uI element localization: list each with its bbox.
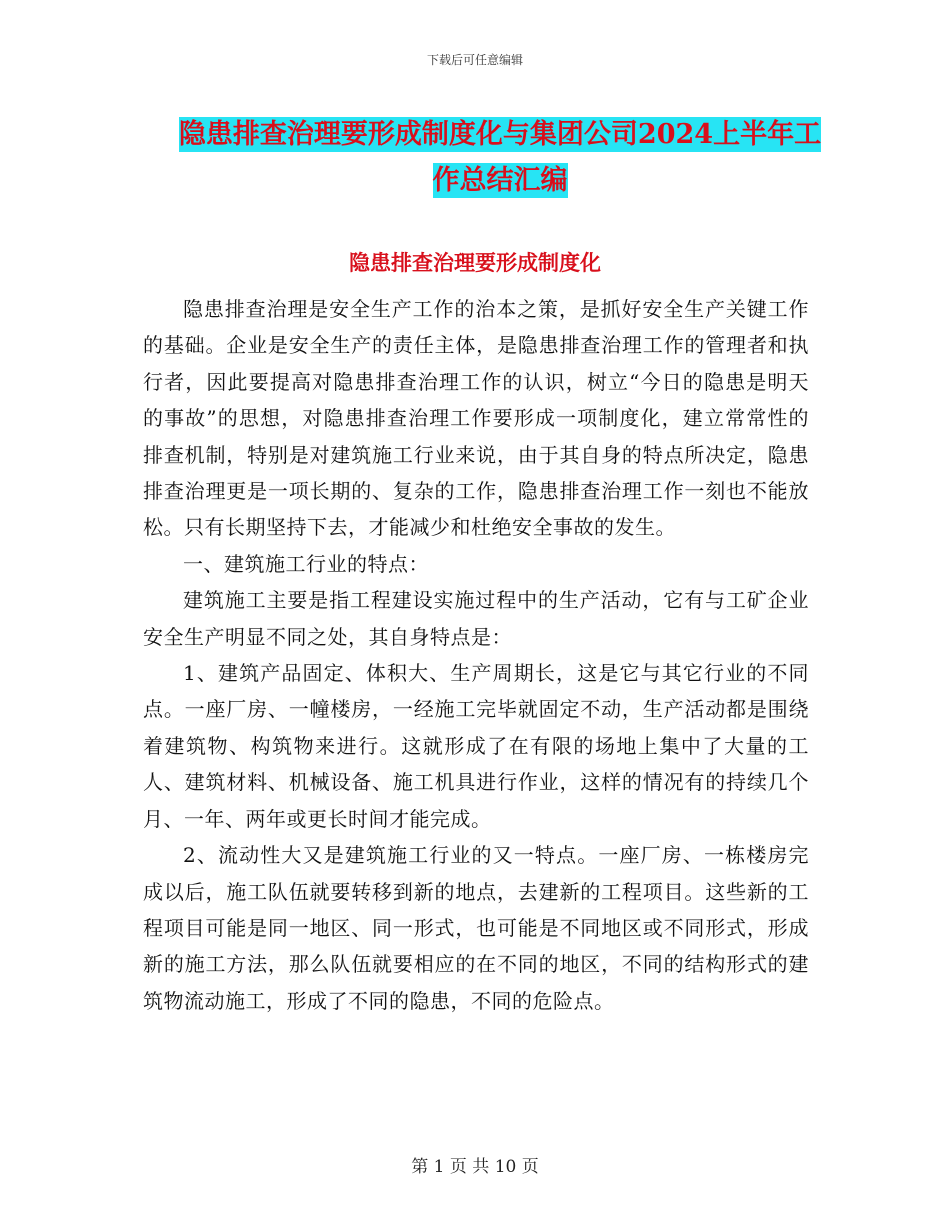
- document-title-line-2: 作总结汇编: [432, 165, 568, 196]
- paragraph-construction-definition: 建筑施工主要是指工程建设实施过程中的生产活动，它有与工矿企业安全生产明显不同之处，其自身特点是：: [143, 588, 809, 649]
- paragraph-point-2: 2、流动性大又是建筑施工行业的又一特点。一座厂房、一栋楼房完成以后，施工队伍就要转移到新的地点，去建新的工程项目。这些新的工程项目可能是同一地区、同一形式，也可能是不同地区或不同形式，形成新的施工方法，那么队伍就要相应的在不同的地区，不同的结构形式的建筑物流动施工，形成了不同的隐患，不同的危险点。: [143, 843, 809, 1013]
- page-header-note: 下载后可任意编辑: [426, 53, 523, 67]
- paragraph-heading-industry-features: 一、建筑施工行业的特点：: [183, 551, 429, 576]
- document-title: [140, 112, 860, 204]
- section-title: 隐患排查治理要形成制度化: [349, 250, 601, 275]
- page-number-footer: 第 1 页 共 10 页: [411, 1157, 539, 1177]
- paragraph-intro: 隐患排查治理是安全生产工作的治本之策，是抓好安全生产关键工作的基础。企业是安全生产的责任主体，是隐患排查治理工作的管理者和执行者，因此要提高对隐患排查治理工作的认识，树立“今日的隐患是明天的事故”的思想，对隐患排查治理工作要形成一项制度化，建立常常性的排查机制，特别是对建筑施工行业来说，由于其自身的特点所决定，隐患排查治理更是一项长期的、复杂的工作，隐患排查治理工作一刻也不能放松。只有长期坚持下去，才能减少和杜绝安全事故的发生。: [143, 297, 809, 540]
- document-title-line-1: 隐患排查治理要形成制度化与集团公司2024上半年工: [178, 119, 822, 150]
- document-body: [143, 291, 809, 1019]
- paragraph-point-1: 1、建筑产品固定、体积大、生产周期长，这是它与其它行业的不同点。一座厂房、一幢楼房，一经施工完毕就固定不动，生产活动都是围绕着建筑物、构筑物来进行。这就形成了在有限的场地上集中了大量的工人、建筑材料、机械设备、施工机具进行作业，这样的情况有的持续几个月、一年、两年或更长时间才能完成。: [143, 661, 809, 831]
